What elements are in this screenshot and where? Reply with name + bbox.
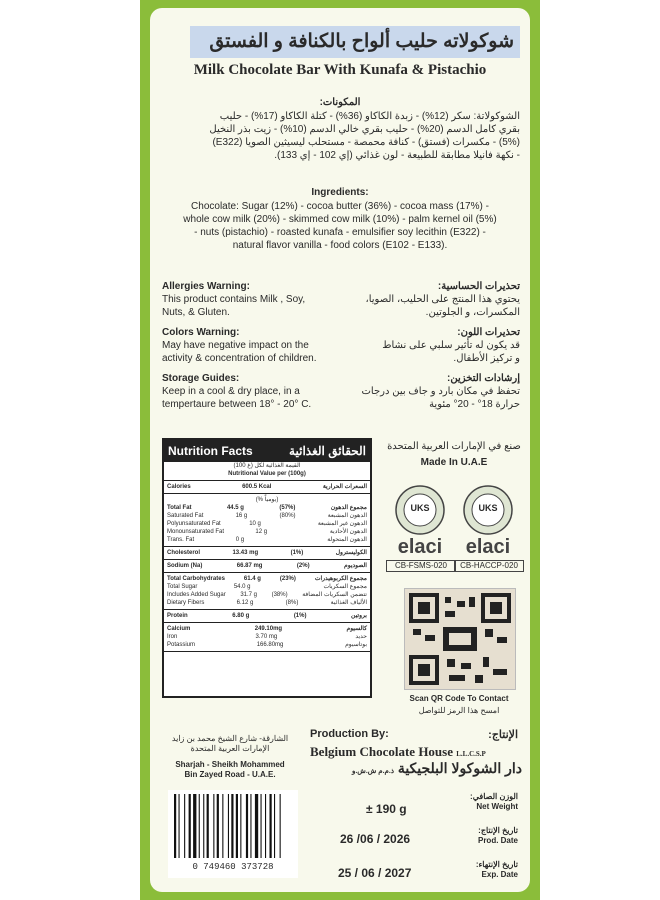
nutrition-title-en: Nutrition Facts: [168, 444, 253, 458]
mineral-ar: بوتاسيوم: [345, 642, 367, 648]
sodium-row: [164, 562, 370, 570]
mineral-ar: كالسيوم: [346, 626, 367, 632]
mineral-value: 166.80mg: [256, 642, 284, 648]
exp-date-ar: تاريخ الإنتهاء:: [475, 860, 518, 869]
carb-value: 31.7 g: [240, 592, 257, 598]
exp-date-value: 25 / 06 / 2027: [338, 866, 412, 880]
prod-date-labels: [440, 826, 518, 846]
producer-ar-name: دار الشوكولا البلجيكية: [397, 760, 522, 776]
barcode-icon: [168, 790, 298, 860]
carb-pct: (38%): [271, 592, 288, 598]
fat-label: Monounsaturated Fat: [167, 529, 225, 535]
allergies-ar-line: يحتوي هذا المنتج على الحليب، الصويا،: [365, 294, 520, 305]
ingredients-en-heading: Ingredients:: [311, 187, 369, 198]
barcode: [168, 790, 298, 878]
protein-ar: بروتين: [351, 613, 367, 619]
address-en-line: Sharjah - Sheikh Mohammed: [175, 760, 285, 769]
qr-caption-ar: امسح هذا الرمز للتواصل: [418, 706, 500, 715]
mineral-value: 249.10mg: [254, 626, 283, 632]
cert-code: CB-FSMS-020: [386, 560, 456, 572]
product-title-arabic: شوكولاته حليب ألواح بالكنافة و الفستق: [190, 26, 520, 58]
protein-label: Protein: [167, 613, 188, 619]
nutrition-facts-table: [162, 438, 372, 698]
mineral-label: Iron: [167, 634, 178, 640]
cert-haccp: [450, 482, 526, 572]
nutrition-sub2: Nutritional Value per (100g): [228, 471, 306, 477]
allergies-en-line: Nuts, & Gluten.: [162, 307, 230, 318]
qr-code[interactable]: [404, 588, 516, 690]
carb-label: Includes Added Sugar: [167, 592, 226, 598]
nutrition-header: [164, 440, 370, 462]
calories-label: Calories: [167, 484, 191, 490]
producer-en-suffix: L.L.C.S.P: [456, 750, 486, 758]
allergies-ar-heading: تحذيرات الحساسية:: [437, 281, 520, 292]
ingredients-en-line: Chocolate: Sugar (12%) - cocoa butter (36%) - cocoa mass (17%) -: [191, 201, 489, 212]
ingredients-ar-line: (5%) - مكسرات (فستق) - كنافة محمصة - مستحلب ليسيثين الصويا (E322): [212, 137, 520, 148]
daily-label: (% يومياً): [255, 497, 279, 503]
mineral-row: [164, 633, 370, 641]
carb-label: Total Carbohydrates: [167, 576, 225, 582]
prod-date-value: 26 /06 / 2026: [340, 832, 411, 846]
fat-value: 12 g: [255, 529, 268, 535]
storage-ar-heading: إرشادات التخزين:: [447, 373, 520, 384]
cert-brand: elaci: [397, 536, 443, 558]
colors-en-line: May have negative impact on the: [162, 340, 309, 351]
fat-label: Saturated Fat: [167, 513, 204, 519]
mineral-ar: حديد: [355, 634, 367, 640]
carb-ar: الألياف الغذائية: [330, 600, 367, 606]
cholesterol-row: [164, 549, 370, 557]
nutrition-sub-ar: [164, 462, 370, 470]
carb-pct: (23%): [279, 576, 296, 582]
address-ar: [160, 734, 300, 754]
mineral-value: 3.70 mg: [255, 634, 278, 640]
fat-row: [164, 512, 370, 520]
ingredients-en-line: natural flavor vanilla - food colors (E102 - E133).: [232, 240, 448, 251]
carb-pct: (8%): [285, 600, 299, 606]
address-ar-line: الشارقة- شارع الشيخ محمد بن زايد: [171, 734, 289, 743]
net-weight-labels: [440, 792, 518, 812]
storage-en-line: tempertaure between 18° - 20° C.: [162, 399, 312, 410]
exp-date-en: Exp. Date: [481, 870, 518, 879]
warnings-ar: [345, 280, 520, 411]
daily-label-row: [164, 496, 370, 504]
colors-ar-heading: تحذيرات اللون:: [457, 327, 520, 338]
prod-date-en: Prod. Date: [477, 836, 518, 845]
carb-row: [164, 599, 370, 607]
colors-ar-line: و تركيز الأطفال.: [453, 353, 520, 364]
fat-row: [164, 528, 370, 536]
fat-ar: مجموع الدهون: [330, 505, 367, 511]
fat-ar: الدهون المتحولة: [327, 537, 367, 543]
fat-ar: الدهون المشبعة: [327, 513, 367, 519]
cert-badge-text: UKS: [410, 503, 430, 513]
fat-value: 10 g: [249, 521, 261, 527]
allergies-en-heading: Allergies Warning:: [162, 281, 250, 292]
fat-row: [164, 504, 370, 512]
fat-pct: (57%): [279, 505, 296, 511]
fat-label: Trans. Fat: [167, 537, 195, 543]
ingredients-en-line: - nuts (pistachio) - roasted kunafa - emulsifier soy lecithin (E322) -: [194, 227, 486, 238]
storage-en-line: Keep in a cool & dry place, in a: [162, 386, 300, 397]
fat-label: Total Fat: [167, 505, 192, 511]
fat-pct: (80%): [279, 513, 296, 519]
fat-row: [164, 520, 370, 528]
carb-row: [164, 583, 370, 591]
protein-pct: (1%): [293, 613, 307, 619]
mineral-label: Potassium: [167, 642, 196, 648]
allergies-en-line: This product contains Milk , Soy,: [162, 294, 306, 305]
carb-row: [164, 575, 370, 583]
producer-ar-suffix: ذ.م.م ش.ش.و: [351, 768, 394, 775]
fat-label: Polyunsaturated Fat: [167, 521, 221, 527]
colors-en-heading: Colors Warning:: [162, 327, 240, 338]
mineral-row: [164, 641, 370, 649]
cert-brand: elaci: [465, 536, 511, 558]
sodium-value: 66.87 mg: [236, 563, 263, 569]
carb-value: 6.12 g: [236, 600, 254, 606]
sodium-pct: (2%): [296, 563, 310, 569]
producer-en: [310, 744, 524, 760]
carb-ar: تتضمن السكريات المضافة: [302, 592, 367, 598]
fat-row: [164, 536, 370, 544]
cert-fsms: [382, 482, 458, 572]
calories-value: 600.5 Kcal: [242, 484, 272, 490]
prod-date-ar: تاريخ الإنتاج:: [478, 826, 518, 835]
made-in-ar: صنع في الإمارات العربية المتحدة: [387, 441, 521, 452]
production-ar: الإنتاج:: [488, 729, 518, 741]
storage-ar-line: حرارة 18° - 20° مئوية: [429, 399, 520, 410]
net-weight-en: Net Weight: [476, 802, 518, 811]
address-en-line: Bin Zayed Road - U.A.E.: [184, 770, 276, 779]
address-ar-line: الإمارات العربية المتحدة: [190, 744, 270, 753]
carb-label: Total Sugar: [167, 584, 198, 590]
protein-value: 6.80 g: [232, 613, 250, 619]
nutrition-sub-en: [164, 470, 370, 478]
carb-value: 61.4 g: [243, 576, 261, 582]
fat-ar: الدهون الأحادية: [329, 529, 367, 535]
sodium-label: Sodium (Na): [167, 563, 203, 569]
mineral-row: [164, 625, 370, 633]
warnings-en: [162, 280, 342, 411]
barcode-number: 0 749460 373728: [192, 862, 274, 872]
mineral-label: Calcium: [167, 626, 191, 632]
producer-ar: [310, 760, 522, 777]
ingredients-en-line: whole cow milk (20%) - skimmed cow milk (10%) - palm kernel oil (5%): [183, 214, 497, 225]
ingredients-en-block: [156, 200, 524, 252]
ingredients-ar-heading: المكونات:: [319, 97, 361, 108]
ingredients-ar-line: بقري كامل الدسم (20%) - حليب بقري خالي الدسم (10%) - زيت بذر النخيل: [209, 124, 520, 135]
net-weight-ar: الوزن الصافي:: [470, 792, 518, 801]
storage-en-heading: Storage Guides:: [162, 373, 240, 384]
cholesterol-label: Cholesterol: [167, 550, 201, 556]
cert-code: CB-HACCP-020: [454, 560, 524, 572]
cert-badge-text: UKS: [478, 503, 498, 513]
qr-code-icon: [405, 589, 515, 689]
calories-ar: السعرات الحرارية: [322, 484, 367, 490]
storage-ar-line: تحفظ في مكان بارد و جاف بين درجات: [361, 386, 520, 397]
colors-en-line: activity & concentration of children.: [162, 353, 317, 364]
colors-ar-line: قد يكون له تأثير سلبي على نشاط: [382, 340, 520, 351]
fat-value: 44.5 g: [226, 505, 244, 511]
ingredients-ar-line: الشوكولاتة: سكر (12%) - زبدة الكاكاو (36%) - كتلة الكاكاو (17%) - حليب: [219, 111, 520, 122]
carb-value: 54.0 g: [233, 584, 251, 590]
net-weight-value: ± 190 g: [366, 802, 407, 816]
allergies-ar-line: المكسرات، و الجلوتين.: [425, 307, 520, 318]
address-en: [160, 760, 300, 780]
sodium-ar: الصوديوم: [344, 563, 367, 569]
cholesterol-pct: (1%): [290, 550, 304, 556]
ingredients-ar-line: - نكهة فانيلا مطابقة للطبيعة - لون غذائي (إي 102 - إي 133).: [274, 150, 520, 161]
carb-ar: مجموع الكربوهيدرات: [314, 576, 367, 582]
carb-row: [164, 591, 370, 599]
fat-ar: الدهون غير المشبعة: [317, 521, 367, 527]
carb-ar: مجموع السكريات: [323, 584, 367, 590]
carb-label: Dietary Fibers: [167, 600, 205, 606]
fat-value: 16 g: [235, 513, 248, 519]
cholesterol-value: 13.43 mg: [232, 550, 259, 556]
nutrition-sub1: (100 غ) القيمة الغذائية لكل: [233, 463, 301, 469]
cholesterol-ar: الكوليسترول: [335, 550, 367, 556]
ingredients-ar-block: [160, 110, 520, 162]
exp-date-labels: [440, 860, 518, 880]
protein-row: [164, 612, 370, 620]
fat-value: 0 g: [235, 537, 245, 543]
producer-en-name: Belgium Chocolate House: [310, 744, 453, 759]
product-title-english: Milk Chocolate Bar With Kunafa & Pistachio: [193, 62, 487, 78]
made-in-en: Made In U.A.E: [420, 457, 488, 468]
nutrition-calories-row: [164, 483, 370, 491]
qr-caption-en: Scan QR Code To Contact: [409, 694, 509, 703]
nutrition-title-ar: الحقائق الغذائية: [289, 444, 366, 458]
production-en: Production By:: [310, 728, 389, 740]
